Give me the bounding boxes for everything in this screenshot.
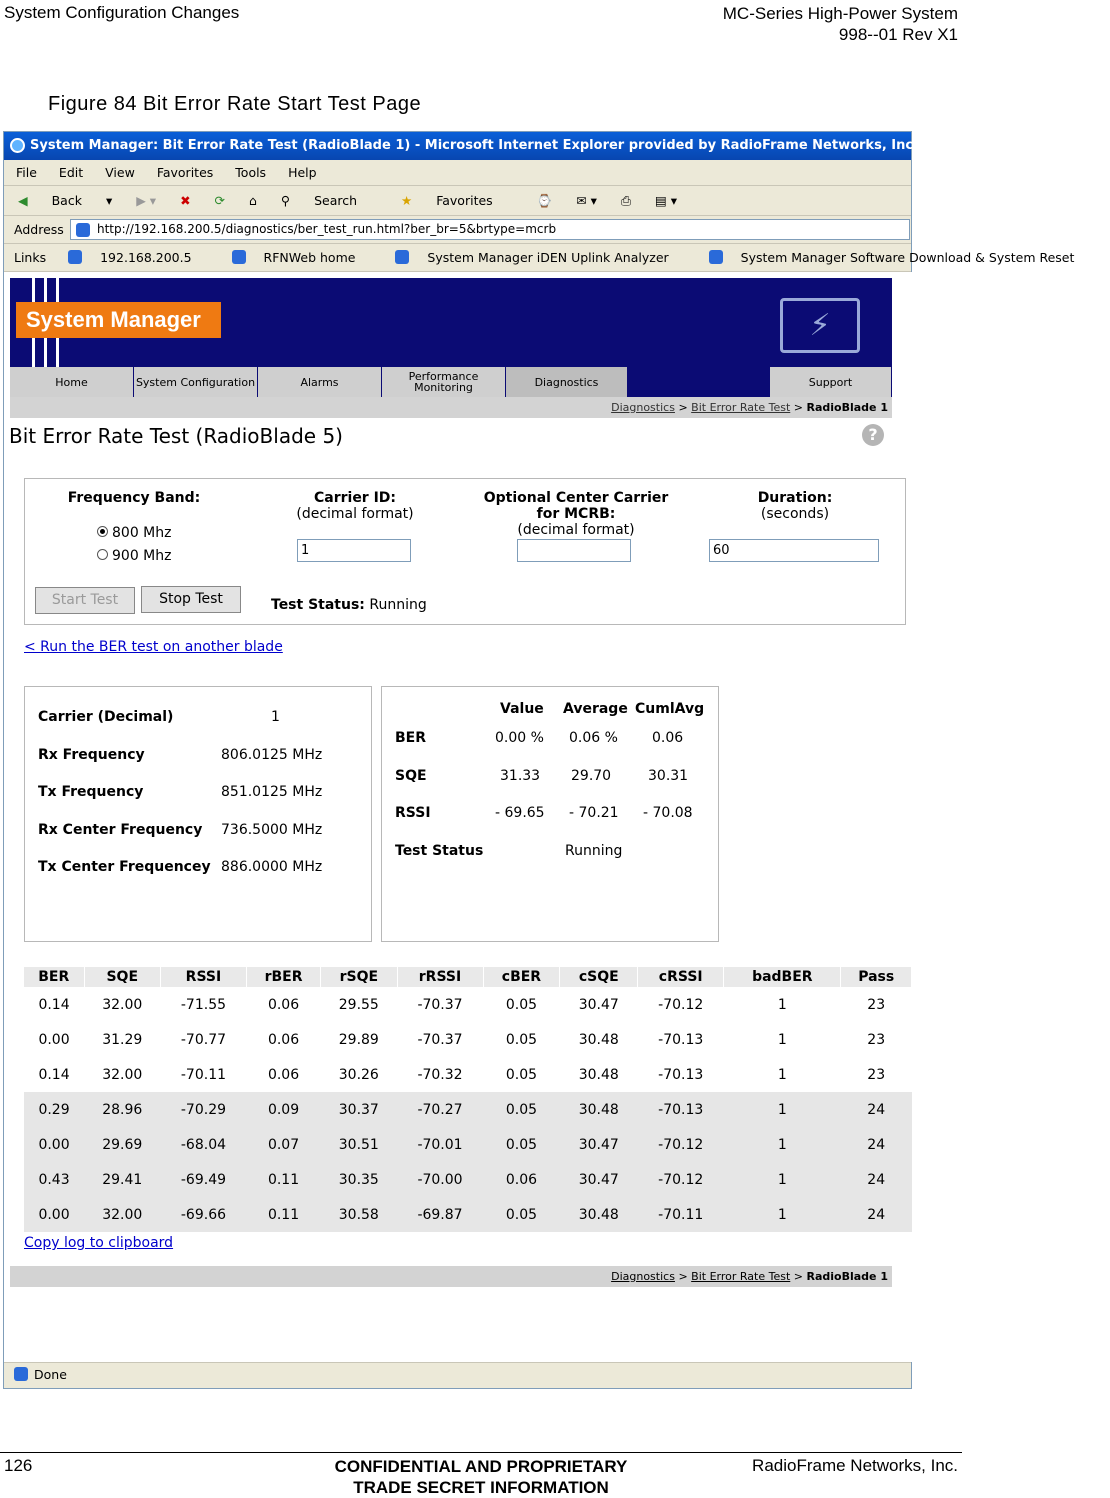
back-button[interactable]: ◀ Back ▾ (18, 193, 113, 208)
table-cell: -68.04 (160, 1127, 246, 1162)
carrier-info-panel (24, 686, 372, 942)
table-cell: 30.47 (560, 1127, 638, 1162)
table-cell: -69.87 (397, 1197, 483, 1232)
confidential-line-1: CONFIDENTIAL AND PROPRIETARY (334, 1457, 628, 1476)
table-cell: 23 (867, 996, 886, 1013)
table-cell: -70.32 (417, 1066, 463, 1083)
table-cell: 0.05 (505, 996, 538, 1013)
rx-frequency-label: Rx Frequency (38, 747, 145, 763)
table-cell: -70.11 (638, 1197, 724, 1232)
tab-performance-monitoring[interactable]: Performance Monitoring (382, 367, 506, 397)
menu-edit[interactable]: Edit (58, 165, 84, 180)
breadcrumb: Diagnostics > Bit Error Rate Test > RadioBlade 1 (10, 397, 892, 418)
table-cell: 31.29 (102, 1031, 143, 1048)
doc-header-rev: 998--01 Rev X1 (838, 25, 958, 44)
frequency-band-label: Frequency Band: (67, 490, 201, 506)
table-cell: 0.05 (483, 1197, 560, 1232)
link-download-label: System Manager Software Download & System Reset (740, 250, 1075, 265)
table-cell: 0.05 (483, 1127, 560, 1162)
rx-frequency-value: 806.0125 MHz (221, 747, 323, 763)
links-label: Links (14, 250, 47, 265)
status-text: Done (34, 1367, 67, 1382)
tab-diagnostics[interactable]: Diagnostics (506, 367, 628, 397)
table-cell: 24 (841, 1127, 912, 1162)
address-label: Address (14, 222, 64, 237)
table-cell: 1 (777, 1031, 787, 1048)
favorites-button[interactable] (401, 193, 513, 208)
table-cell: -70.01 (397, 1127, 483, 1162)
log-col-ber: BER (24, 967, 84, 987)
menu-file[interactable]: File (16, 165, 37, 180)
table-cell: 32.00 (102, 996, 143, 1013)
table-cell: 29.41 (84, 1162, 160, 1197)
figure-caption: Figure 84 Bit Error Rate Start Test Page (48, 93, 422, 115)
carrier-value: 1 (271, 709, 280, 725)
radio-900mhz[interactable] (97, 548, 171, 564)
table-cell: 24 (841, 1197, 912, 1232)
stats-header-cumlavg: CumlAvg (635, 701, 705, 717)
table-cell: 0.14 (38, 1066, 70, 1083)
carrier-id-label: Carrier ID: (decimal format) (296, 490, 414, 522)
log-col-csqe: cSQE (560, 967, 638, 987)
confidential-notice (300, 1456, 662, 1498)
page-number: 126 (4, 1456, 33, 1475)
search-label: Search (314, 193, 358, 208)
log-col-rber: rBER (246, 967, 320, 987)
table-row (24, 1092, 912, 1127)
rx-center-frequency-value: 736.5000 MHz (221, 822, 323, 838)
stats-rssi-average: - 70.21 (569, 805, 619, 821)
link-uplink-analyzer[interactable] (395, 250, 686, 265)
table-cell: 1 (777, 1066, 787, 1083)
breadcrumb-ber-test[interactable]: Bit Error Rate Test (691, 1270, 791, 1283)
menu-help[interactable]: Help (288, 165, 317, 180)
table-cell: 30.47 (578, 996, 619, 1013)
table-cell: 0.06 (267, 996, 300, 1013)
tab-support[interactable]: Support (770, 367, 892, 397)
history-icon[interactable]: ⌚ (536, 193, 553, 208)
table-cell: -70.12 (658, 996, 704, 1013)
table-cell: 0.07 (246, 1127, 320, 1162)
link-page-icon (68, 250, 82, 264)
table-cell: 1 (724, 1162, 841, 1197)
table-cell: 29.89 (338, 1031, 379, 1048)
carrier-id-input[interactable]: 1 (297, 539, 411, 562)
table-cell: 30.35 (321, 1162, 397, 1197)
mail-icon[interactable]: ✉ ▾ (576, 193, 597, 208)
table-cell: -70.12 (638, 1162, 724, 1197)
link-software-download[interactable] (709, 250, 1093, 265)
table-cell: -70.00 (397, 1162, 483, 1197)
table-cell: 1 (724, 1127, 841, 1162)
table-cell: 24 (841, 1162, 912, 1197)
table-cell: 32.00 (84, 1197, 160, 1232)
table-cell: 30.48 (578, 1031, 619, 1048)
company-name: RadioFrame Networks, Inc. (752, 1456, 958, 1475)
nav-tabs (10, 367, 892, 397)
stats-ber-value: 0.00 % (495, 730, 544, 746)
tab-spacer (628, 367, 770, 397)
doc-header-system: MC-Series High-Power System (722, 4, 958, 23)
link-page-icon (395, 250, 409, 264)
breadcrumb-diagnostics[interactable]: Diagnostics (611, 401, 675, 414)
log-header-row (24, 967, 912, 987)
breadcrumb-diagnostics[interactable]: Diagnostics (611, 1270, 675, 1283)
table-cell: 32.00 (102, 1066, 143, 1083)
tx-center-frequency-value: 886.0000 MHz (221, 859, 323, 875)
center-carrier-input[interactable] (517, 539, 631, 562)
stats-sqe-average: 29.70 (571, 768, 612, 784)
log-col-rrssi: rRSSI (397, 967, 483, 987)
table-cell: -70.37 (417, 996, 463, 1013)
table-cell: 0.09 (246, 1092, 320, 1127)
stats-ber-cumlavg: 0.06 (652, 730, 684, 746)
table-cell: 0.29 (24, 1092, 84, 1127)
stats-test-status-value: Running (565, 843, 623, 859)
table-cell: -70.29 (160, 1092, 246, 1127)
menu-bar (4, 160, 911, 186)
ber-log-table (24, 967, 912, 1232)
link-rfnweb-label: RFNWeb home (263, 250, 356, 265)
table-cell: -70.37 (417, 1031, 463, 1048)
table-cell: 0.00 (24, 1127, 84, 1162)
stop-icon[interactable]: ✖ (180, 193, 191, 208)
footer-breadcrumb: Diagnostics > Bit Error Rate Test > RadioBlade 1 (10, 1266, 892, 1287)
menu-tools[interactable]: Tools (235, 165, 267, 180)
table-cell: 30.58 (321, 1197, 397, 1232)
stats-sqe-value: 31.33 (500, 768, 541, 784)
back-arrow-icon: ◀ (18, 193, 28, 208)
log-col-crssi: cRSSI (638, 967, 724, 987)
search-button[interactable] (281, 193, 377, 208)
refresh-icon[interactable]: ⟳ (214, 193, 226, 208)
menu-favorites[interactable]: Favorites (156, 165, 214, 180)
table-cell: 0.00 (38, 1031, 70, 1048)
table-row (24, 1022, 912, 1057)
table-cell: 0.11 (246, 1197, 320, 1232)
links-bar (4, 244, 1075, 272)
tx-frequency-label: Tx Frequency (38, 784, 144, 800)
menu-view[interactable]: View (105, 165, 135, 180)
stats-sqe-cumlavg: 30.31 (648, 768, 689, 784)
test-form-panel (24, 478, 906, 625)
table-cell: -70.13 (638, 1092, 724, 1127)
radio-800-label: 800 Mhz (112, 525, 172, 541)
copy-log-link[interactable]: Copy log to clipboard (24, 1235, 174, 1251)
table-cell: 28.96 (84, 1092, 160, 1127)
table-cell: 0.06 (267, 1066, 300, 1083)
tx-frequency-value: 851.0125 MHz (221, 784, 323, 800)
table-cell: 1 (724, 1092, 841, 1127)
table-cell: 29.55 (338, 996, 379, 1013)
table-cell: 0.11 (246, 1162, 320, 1197)
run-another-blade-link[interactable]: < Run the BER test on another blade (24, 639, 283, 655)
table-cell: -69.49 (160, 1162, 246, 1197)
doc-footer-rule (0, 1452, 962, 1453)
log-col-badber: badBER (724, 967, 841, 987)
log-col-rssi: RSSI (160, 967, 246, 987)
table-row (24, 1197, 912, 1232)
link-ip-label: 192.168.200.5 (100, 250, 192, 265)
log-col-sqe: SQE (84, 967, 160, 987)
stats-rssi-value: - 69.65 (495, 805, 545, 821)
link-uplink-label: System Manager iDEN Uplink Analyzer (427, 250, 669, 265)
radioframe-logo-icon: ⚡ (780, 298, 860, 353)
address-input[interactable] (70, 219, 910, 240)
system-manager-logo: System Manager (16, 302, 221, 338)
table-cell: 0.06 (267, 1031, 300, 1048)
link-ip[interactable] (68, 250, 209, 265)
table-cell: 30.51 (321, 1127, 397, 1162)
log-col-pass: Pass (841, 967, 912, 987)
help-icon[interactable]: ? (862, 424, 884, 446)
stats-ber-label: BER (395, 730, 427, 746)
table-cell: -70.13 (658, 1031, 704, 1048)
table-row (24, 987, 912, 1022)
duration-label: Duration: (seconds) (757, 490, 833, 522)
link-page-icon (709, 250, 723, 264)
tab-alarms[interactable]: Alarms (258, 367, 382, 397)
tx-center-frequency-label: Tx Center Frequencey (38, 859, 211, 875)
star-icon: ★ (401, 193, 413, 208)
table-cell: 1 (724, 1197, 841, 1232)
table-cell: 0.43 (24, 1162, 84, 1197)
log-col-cber: cBER (483, 967, 560, 987)
print-icon[interactable]: ⎙ (620, 193, 631, 208)
table-cell: -70.27 (397, 1092, 483, 1127)
window-title: System Manager: Bit Error Rate Test (RadioBlade 1) - Microsoft Internet Explorer provided by RadioFrame Networks, Inc. (30, 138, 919, 153)
ie-icon (10, 138, 25, 153)
table-cell: 0.05 (483, 1092, 560, 1127)
table-cell: 0.06 (483, 1162, 560, 1197)
table-cell: 0.05 (505, 1031, 538, 1048)
table-cell: 1 (777, 996, 787, 1013)
page-icon (76, 223, 90, 237)
page-title: Bit Error Rate Test (RadioBlade 5) (9, 424, 343, 448)
table-cell: -70.12 (638, 1127, 724, 1162)
stats-header-value: Value (500, 701, 544, 717)
table-cell: 30.48 (578, 1066, 619, 1083)
table-cell: 0.05 (505, 1066, 538, 1083)
done-page-icon (14, 1367, 28, 1381)
table-cell: 0.00 (24, 1197, 84, 1232)
center-carrier-label: Optional Center Carrier for MCRB: (decimal format) (483, 490, 669, 538)
test-status-label: Test Status: (271, 597, 365, 613)
log-col-rsqe: rSQE (321, 967, 397, 987)
table-row (24, 1127, 912, 1162)
table-cell: 29.69 (84, 1127, 160, 1162)
table-cell: -70.11 (180, 1066, 227, 1083)
doc-header-left: System Configuration Changes (4, 3, 240, 22)
forward-button[interactable]: ▶ ▾ (136, 193, 157, 208)
app-banner (10, 278, 892, 376)
rx-center-frequency-label: Rx Center Frequency (38, 822, 203, 838)
table-row (24, 1162, 912, 1197)
stop-test-button[interactable]: Stop Test (141, 586, 241, 613)
table-row (24, 1057, 912, 1092)
radio-selected-icon (97, 526, 108, 537)
carrier-label: Carrier (Decimal) (38, 709, 174, 725)
table-cell: 23 (867, 1066, 886, 1083)
doc-header-right (723, 3, 958, 45)
table-cell: 24 (841, 1092, 912, 1127)
table-cell: 0.14 (38, 996, 70, 1013)
page-content (4, 272, 913, 1362)
start-test-button[interactable]: Start Test (35, 587, 135, 614)
search-icon: ⚲ (280, 193, 291, 208)
tab-system-configuration[interactable]: System Configuration (134, 367, 258, 397)
home-icon[interactable]: ⌂ (249, 193, 257, 208)
browser-toolbar (4, 186, 911, 216)
back-label: Back (51, 193, 82, 208)
tab-home[interactable]: Home (10, 367, 134, 397)
confidential-line-2: TRADE SECRET INFORMATION (353, 1478, 609, 1497)
browser-window (3, 131, 1075, 1389)
address-url: http://192.168.200.5/diagnostics/ber_test_run.html?ber_br=5&brtype=mcrb (97, 222, 557, 236)
breadcrumb-ber-test[interactable]: Bit Error Rate Test (691, 401, 791, 414)
window-titlebar[interactable] (4, 132, 919, 160)
stats-header-average: Average (563, 701, 628, 717)
link-rfnweb[interactable] (232, 250, 374, 265)
radio-900-label: 900 Mhz (112, 548, 172, 564)
table-cell: 30.48 (560, 1197, 638, 1232)
table-cell: 30.48 (560, 1092, 638, 1127)
radio-800mhz[interactable] (97, 525, 171, 541)
stats-ber-average: 0.06 % (569, 730, 618, 746)
test-status-value: Running (369, 597, 427, 613)
radio-unselected-icon (97, 549, 108, 560)
test-status (271, 597, 427, 613)
table-cell: 30.47 (560, 1162, 638, 1197)
table-cell: -69.66 (160, 1197, 246, 1232)
table-cell: -71.55 (180, 996, 227, 1013)
link-page-icon (232, 250, 246, 264)
favorites-label: Favorites (436, 193, 493, 208)
ber-stats-panel (381, 686, 719, 942)
table-cell: 23 (867, 1031, 886, 1048)
breadcrumb-current: RadioBlade 1 (806, 1270, 888, 1283)
table-cell: 30.37 (321, 1092, 397, 1127)
table-cell: -70.77 (180, 1031, 227, 1048)
address-bar (4, 216, 911, 244)
stats-sqe-label: SQE (395, 768, 427, 784)
table-cell: -70.13 (658, 1066, 704, 1083)
duration-input[interactable]: 60 (709, 539, 879, 562)
stats-rssi-label: RSSI (395, 805, 431, 821)
stats-rssi-cumlavg: - 70.08 (643, 805, 693, 821)
table-cell: 30.26 (338, 1066, 379, 1083)
stats-test-status-label: Test Status (395, 843, 484, 859)
browser-status-bar (4, 1362, 911, 1386)
edit-icon[interactable]: ▤ ▾ (654, 193, 677, 208)
breadcrumb-current: RadioBlade 1 (806, 401, 888, 414)
